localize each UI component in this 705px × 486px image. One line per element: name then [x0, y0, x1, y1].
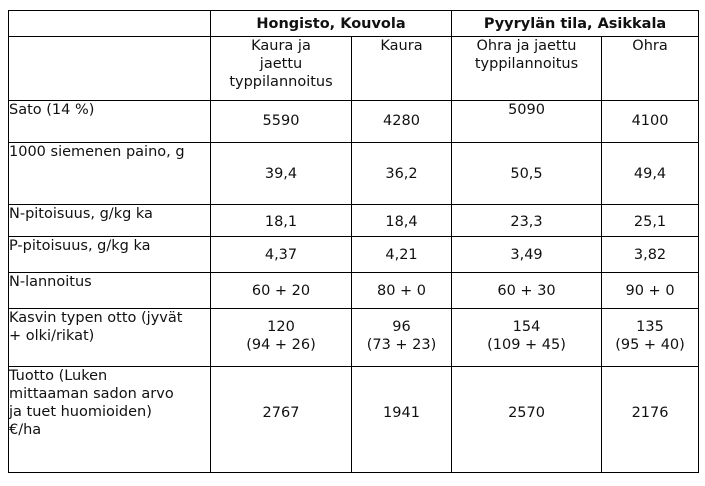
- row-label-line: Kasvin typen otto (jyvät: [9, 310, 183, 326]
- column-header-kaura: [352, 37, 452, 101]
- table-cell: 2767: [211, 367, 352, 473]
- row-label: [9, 309, 211, 367]
- table-cell: [211, 309, 352, 367]
- table-cell: 4,21: [352, 237, 452, 273]
- column-header-line: jaettu: [259, 56, 303, 72]
- row-label: Sato (14 %): [9, 101, 211, 143]
- table-cell: 4,37: [211, 237, 352, 273]
- table-cell: 60 + 20: [211, 273, 352, 309]
- column-header-line: Kaura ja: [251, 38, 311, 54]
- row-label-line: mittaaman sadon arvo: [9, 386, 174, 402]
- column-header-kaura-jaettu: [211, 37, 352, 101]
- table-cell: 4100: [602, 101, 699, 143]
- row-label-line: ja tuet huomioiden): [9, 404, 152, 420]
- yield-comparison-table: [8, 10, 699, 473]
- table-cell: [352, 309, 452, 367]
- cell-line: (94 + 26): [246, 337, 316, 353]
- group-header-row: [9, 11, 699, 37]
- row-label-line: + olki/rikat): [9, 328, 95, 344]
- column-header-row: [9, 37, 699, 101]
- row-label: 1000 siemenen paino, g: [9, 143, 211, 205]
- table-cell: 2570: [452, 367, 602, 473]
- column-header-ohra-jaettu: [452, 37, 602, 101]
- column-header-line: Kaura: [380, 38, 423, 54]
- table-cell: 3,49: [452, 237, 602, 273]
- cell-line: 135: [636, 319, 664, 335]
- group-header-pyyrylan: Pyyrylän tila, Asikkala: [452, 11, 699, 37]
- row-label: N-lannoitus: [9, 273, 211, 309]
- table-cell: 60 + 30: [452, 273, 602, 309]
- cell-line: 120: [267, 319, 295, 335]
- row-label-line: €/ha: [9, 422, 42, 438]
- table-row-tuotto: [9, 367, 699, 473]
- table-cell: 25,1: [602, 205, 699, 237]
- column-header-line: typpilannoitus: [229, 74, 333, 90]
- table-cell: 90 + 0: [602, 273, 699, 309]
- cell-line: (109 + 45): [487, 337, 566, 353]
- column-header-line: Ohra: [632, 38, 668, 54]
- row-label: P-pitoisuus, g/kg ka: [9, 237, 211, 273]
- row-label-line: Tuotto (Luken: [9, 368, 108, 384]
- cell-line: (73 + 23): [366, 337, 437, 353]
- column-header-line: typpilannoitus: [474, 56, 579, 72]
- table-row-n-lannoitus: [9, 273, 699, 309]
- table-cell: 18,1: [211, 205, 352, 237]
- table-cell: 49,4: [602, 143, 699, 205]
- table-cell: [452, 309, 602, 367]
- table-cell: 3,82: [602, 237, 699, 273]
- table-cell: 80 + 0: [352, 273, 452, 309]
- column-header-ohra: [602, 37, 699, 101]
- table-row-typen-otto: [9, 309, 699, 367]
- table-cell: 2176: [602, 367, 699, 473]
- table-cell: 5090: [452, 101, 602, 143]
- row-label: [9, 367, 211, 473]
- table-row-n-pitoisuus: [9, 205, 699, 237]
- table-cell: 5590: [211, 101, 352, 143]
- table-row-p-pitoisuus: [9, 237, 699, 273]
- cell-line: 154: [512, 319, 541, 335]
- column-header-line: Ohra ja jaettu: [476, 38, 577, 54]
- table-cell: [602, 309, 699, 367]
- table-row-sato: [9, 101, 699, 143]
- table-cell: 4280: [352, 101, 452, 143]
- table-cell: 1941: [352, 367, 452, 473]
- table-cell: 23,3: [452, 205, 602, 237]
- table-cell: 39,4: [211, 143, 352, 205]
- row-label-header: [9, 37, 211, 101]
- group-header-hongisto: Hongisto, Kouvola: [211, 11, 452, 37]
- table-cell: 18,4: [352, 205, 452, 237]
- table-row-siemenpaino: [9, 143, 699, 205]
- cell-line: 96: [392, 319, 411, 335]
- corner-cell: [9, 11, 211, 37]
- table-cell: 50,5: [452, 143, 602, 205]
- row-label: N-pitoisuus, g/kg ka: [9, 205, 211, 237]
- table-cell: 36,2: [352, 143, 452, 205]
- cell-line: (95 + 40): [615, 337, 685, 353]
